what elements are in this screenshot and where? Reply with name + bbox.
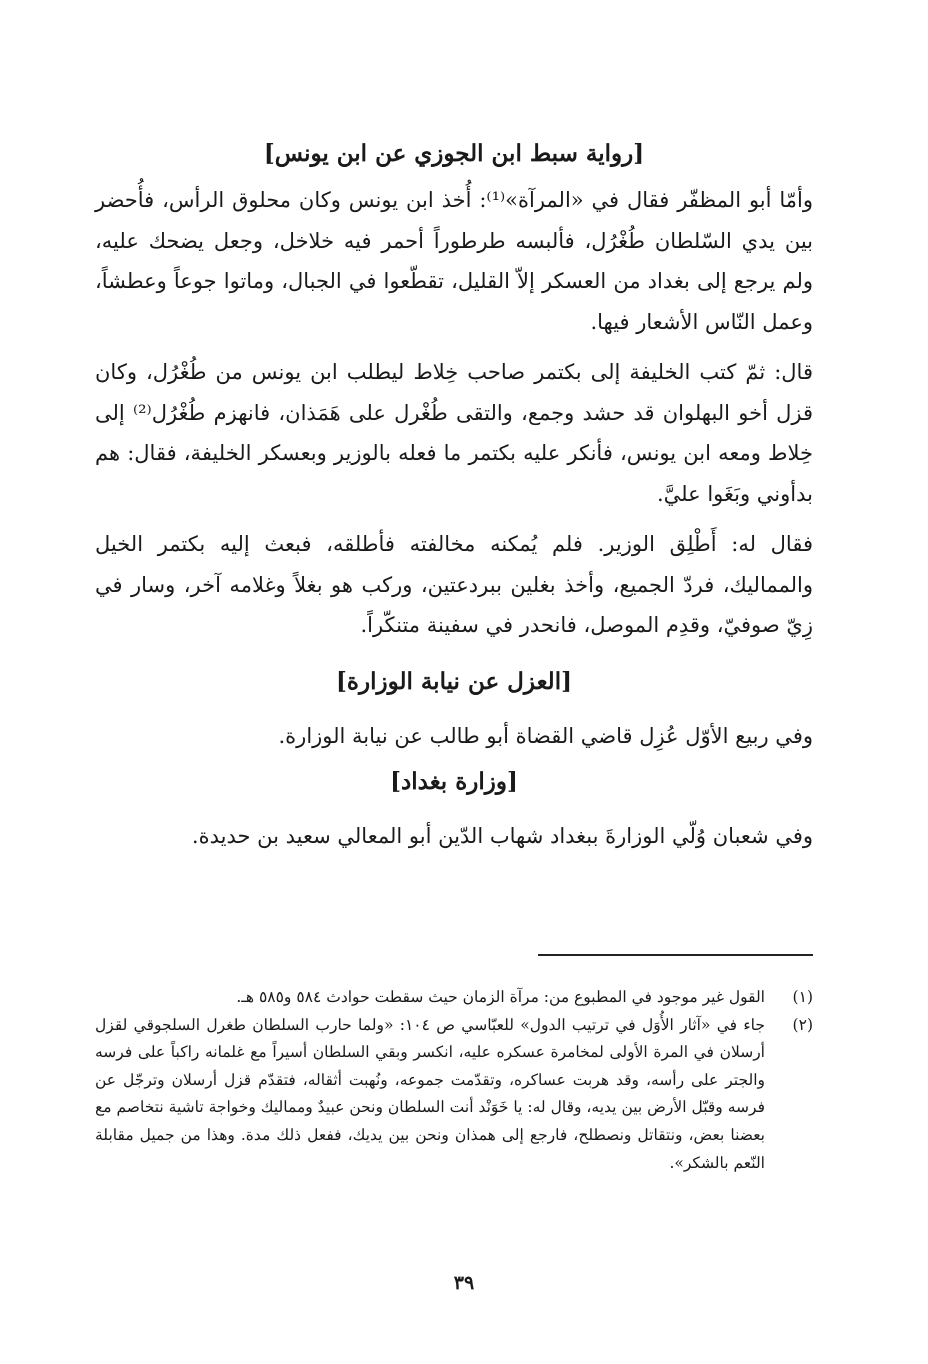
- footnote-2: [95, 1012, 813, 1178]
- footnote-text: القول غير موجود في المطبوع من: مرآة الزمان حيث سقطت حوادث ٥٨٤ و٥٨٥ هـ.: [236, 988, 765, 1006]
- footnote-text: جاء في «آثار الأُوَل في ترتيب الدول» للعبّاسي ص ١٠٤: «ولما حارب السلطان طغرل السلجوقي لقزل أرسلان في المرة الأولى لمخامرة عسكره عليه، انكسر وبقي السلطان أسيراً مع غلمانه راكباً على فرسه والجتر على رأسه، وقد هربت عساكره، وتقدّمت جموعه، ونُهبت أثقاله، فتقدّم قزل أرسلان وترجّل عن فرسه وقبّل الأرض بين يديه، وقال له: يا خَوَنْد أنت السلطان ونحن عبيدٌ ومماليك وخواجة تاشية نتخاصم مع بعضنا بعض، ونتقاتل ونصطلح، فارجع إلى همذان ونحن بين يديك، ففعل ذلك مدة. وهذا من جميل مقابلة النّعم بالشكر».: [95, 1015, 765, 1172]
- section-heading-baghdad-vizierate: [وزارة بغداد]: [390, 768, 518, 795]
- footnote-separator: [538, 954, 813, 957]
- section-heading-ibn-aljawzi: [رواية سبط ابن الجوزي عن ابن يونس]: [263, 140, 645, 167]
- footnote-number: (١): [792, 988, 813, 1006]
- paragraph-1: وأمّا أبو المظفّر فقال في «المرآة»⁽¹⁾: أُخذ ابن يونس وكان محلوق الرأس، فأُحضر بين يدي السّلطان طُغْرُل، فألبسه طرطوراً أحمر فيه خلاخل، وجعل يضحك عليه، ولم يرجع إلى بغداد من العسكر إلاّ القليل، تقطّعوا في الجبال، وماتوا جوعاً وعطشاً، وعمل النّاس الأشعار فيها.: [95, 188, 813, 334]
- footnote-number: (٢): [792, 1015, 813, 1034]
- main-text: [95, 132, 813, 857]
- page-number: ٣٩: [453, 1272, 475, 1294]
- paragraph-3: فقال له: أَطْلِق الوزير. فلم يُمكنه مخالفته فأطلقه، فبعث إليه بكتمر الخيل والمماليك، فردّ الجميع، وأخذ بغلين ببردعتين، وركب هو بغلاً وغلامه آخر، وسار في زِيّ صوفيّ، وقدِم الموصل، فانحدر في سفينة متنكّراً.: [95, 532, 813, 637]
- footnote-1: [95, 984, 813, 1012]
- section-heading-dismissal: [العزل عن نيابة الوزارة]: [336, 667, 572, 695]
- paragraph-4: وفي ربيع الأوّل عُزِل قاضي القضاة أبو طالب عن نيابة الوزارة.: [278, 723, 813, 748]
- paragraph-2: قال: ثمّ كتب الخليفة إلى بكتمر صاحب خِلاط ليطلب ابن يونس من طُغْرُل، وكان قزل أخو البهلوان قد حشد وجمع، والتقى طُغْرل على هَمَذان، فانهزم طُغْرُل⁽²⁾ إلى خِلاط ومعه ابن يونس، فأنكر عليه بكتمر ما فعله بالوزير وبعسكر الخليفة، فقال: هم بدأوني وبَغَوا عليَّ.: [95, 360, 814, 506]
- footnotes: [95, 984, 813, 1177]
- paragraph-5: وفي شعبان وُلّي الوزارةَ ببغداد شهاب الدّين أبو المعالي سعيد بن حديدة.: [191, 824, 813, 848]
